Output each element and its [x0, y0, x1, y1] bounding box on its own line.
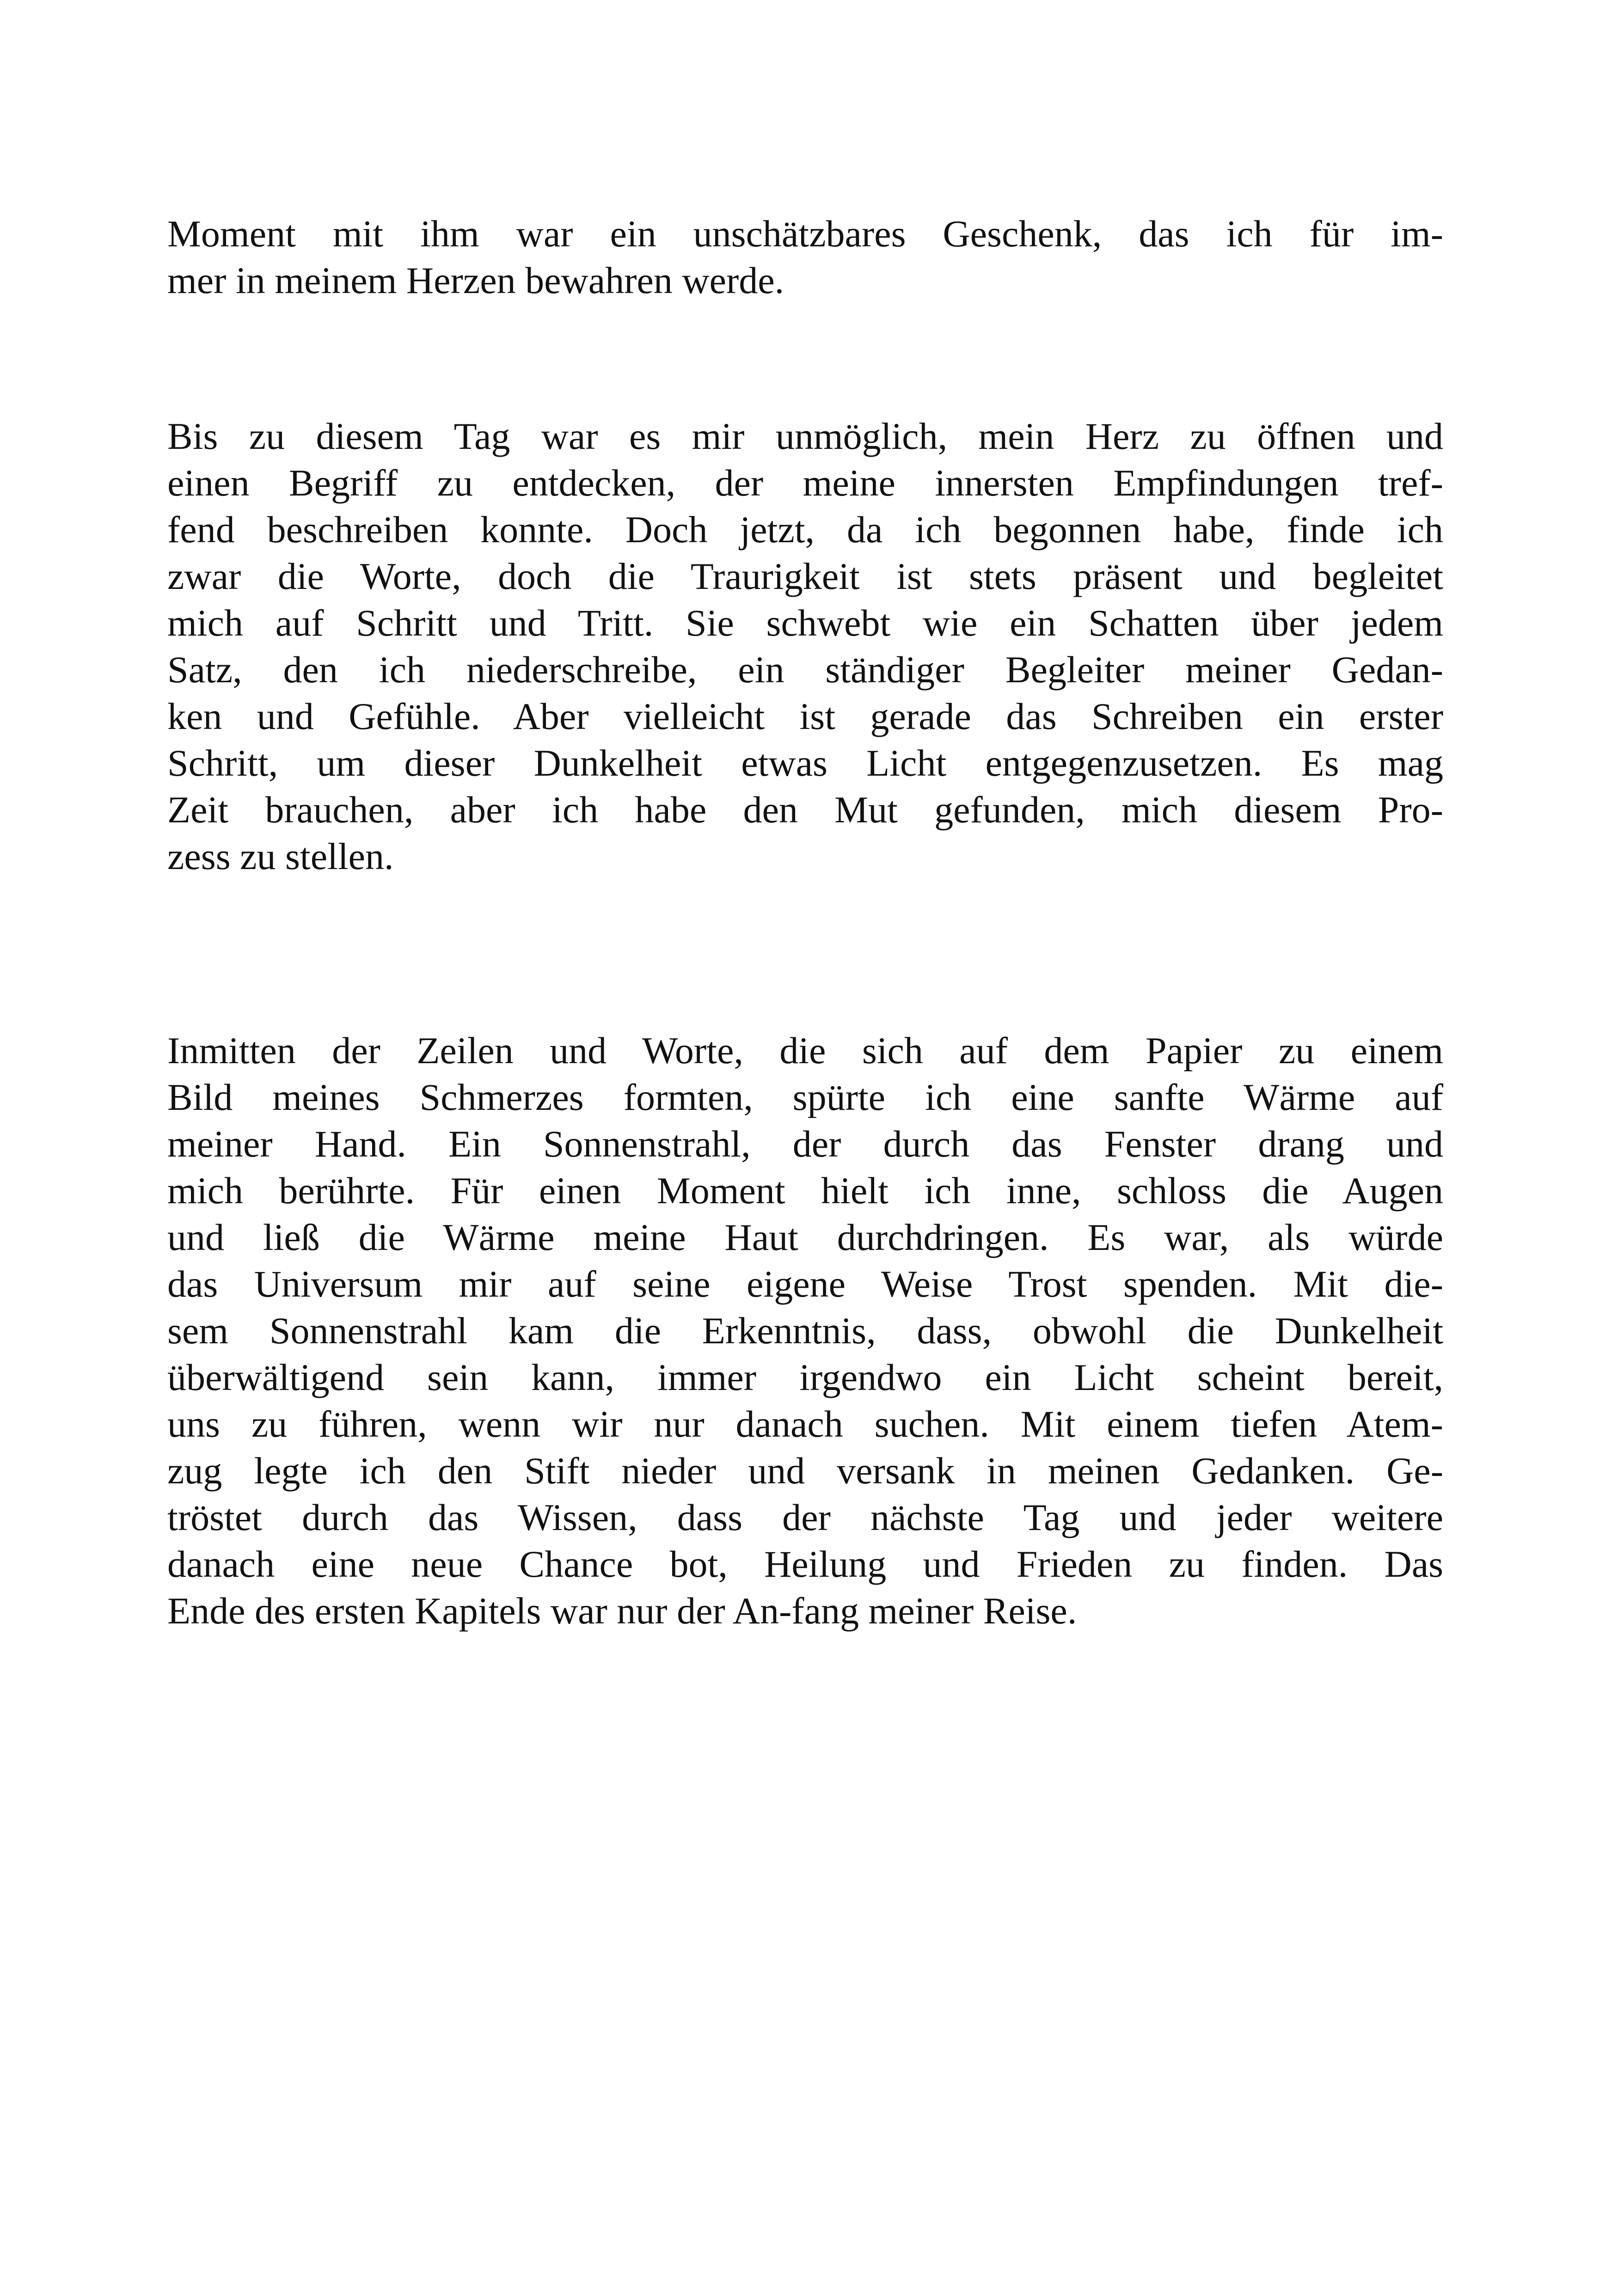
paragraph-2	[167, 413, 1443, 880]
text-line: Schritt, um dieser Dunkelheit etwas Licht entgegenzusetzen. Es mag	[167, 742, 1443, 784]
text-line: tröstet durch das Wissen, dass der nächste Tag und jeder weitere	[167, 1496, 1443, 1538]
text-line: Zeit brauchen, aber ich habe den Mut gefunden, mich diesem Pro-	[167, 789, 1443, 831]
text-line: Satz, den ich niederschreibe, ein ständiger Begleiter meiner Gedan-	[167, 649, 1443, 691]
text-line: überwältigend sein kann, immer irgendwo ein Licht scheint bereit,	[167, 1356, 1443, 1398]
text-line: Moment mit ihm war ein unschätzbares Geschenk, das ich für im-	[167, 213, 1443, 255]
text-line: einen Begriff zu entdecken, der meine innersten Empfindungen tref-	[167, 462, 1443, 504]
text-line: zwar die Worte, doch die Traurigkeit ist stets präsent und begleitet	[167, 555, 1443, 597]
paragraph-3	[167, 1027, 1443, 1634]
text-line: meiner Hand. Ein Sonnenstrahl, der durch das Fenster drang und	[167, 1123, 1443, 1165]
text-line: mich auf Schritt und Tritt. Sie schwebt wie ein Schatten über jedem	[167, 602, 1443, 644]
text-line: uns zu führen, wenn wir nur danach suchen. Mit einem tiefen Atem-	[167, 1403, 1443, 1445]
text-line: sem Sonnenstrahl kam die Erkenntnis, dass, obwohl die Dunkelheit	[167, 1310, 1443, 1352]
text-line: fend beschreiben konnte. Doch jetzt, da ich begonnen habe, finde ich	[167, 508, 1443, 551]
text-line: mer in meinem Herzen bewahren werde.	[167, 259, 784, 301]
text-line: zess zu stellen.	[167, 835, 394, 877]
text-line: ken und Gefühle. Aber vielleicht ist gerade das Schreiben ein erster	[167, 695, 1443, 737]
text-line: mich berührte. Für einen Moment hielt ich inne, schloss die Augen	[167, 1169, 1443, 1212]
text-line: Ende des ersten Kapitels war nur der An-fang meiner Reise.	[167, 1590, 1077, 1632]
text-line: Inmitten der Zeilen und Worte, die sich auf dem Papier zu einem	[167, 1029, 1443, 1071]
text-line: das Universum mir auf seine eigene Weise Trost spenden. Mit die-	[167, 1263, 1443, 1305]
text-line: Bis zu diesem Tag war es mir unmöglich, mein Herz zu öffnen und	[167, 415, 1443, 457]
text-line: Bild meines Schmerzes formten, spürte ich eine sanfte Wärme auf	[167, 1076, 1443, 1118]
paragraph-1	[167, 210, 1443, 304]
text-line: und ließ die Wärme meine Haut durchdringen. Es war, als würde	[167, 1216, 1443, 1258]
text-line: danach eine neue Chance bot, Heilung und Frieden zu finden. Das	[167, 1543, 1443, 1585]
text-line: zug legte ich den Stift nieder und versank in meinen Gedanken. Ge-	[167, 1450, 1443, 1492]
